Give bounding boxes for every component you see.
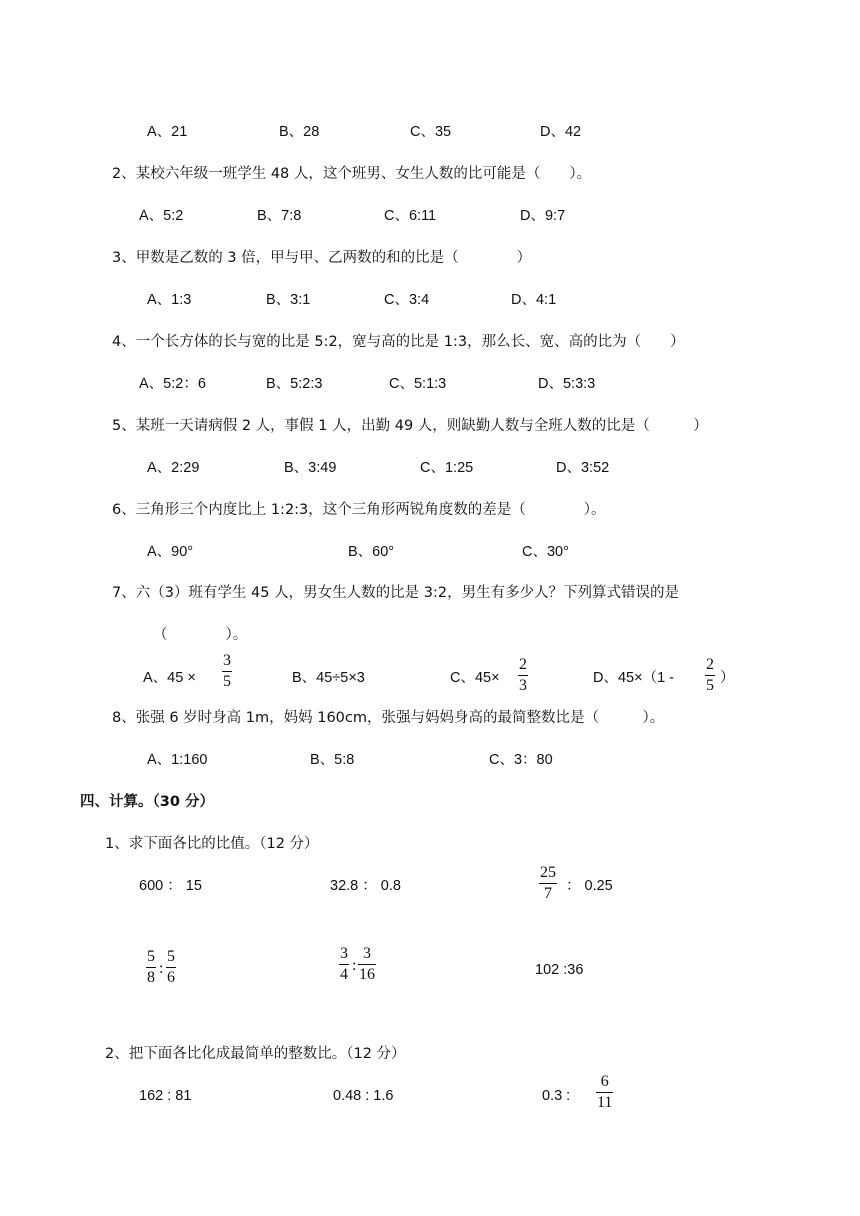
q5-option-c: C、1:25	[420, 460, 474, 476]
sub1-e4-denominator-2: 6	[167, 969, 175, 986]
sub2-expr-2: 0.48 : 1.6	[333, 1088, 394, 1104]
q3-option-b: B、3:1	[266, 292, 311, 308]
sub1-expr-4-colon: :	[159, 960, 164, 977]
sub1-e4-denominator-1: 8	[147, 969, 155, 986]
q3-option-c: C、3:4	[384, 292, 430, 308]
fraction-bar	[539, 883, 557, 884]
q7-option-d-prefix: D、45×（1 -	[593, 670, 674, 686]
q2-option-b: B、7:8	[257, 208, 302, 224]
fraction-bar	[358, 964, 376, 965]
q8-stem: 8、张强 6 岁时身高 1m，妈妈 160cm，张强与妈妈身高的最简整数比是（ ）。	[112, 710, 665, 726]
q7-option-a-prefix: A、45 ×	[143, 670, 196, 686]
fraction-bar	[705, 675, 715, 676]
sub1-e3-numerator: 25	[540, 864, 556, 881]
q5-option-d: D、3:52	[556, 460, 610, 476]
q2-stem: 2、某校六年级一班学生 48 人，这个班男、女生人数的比可能是（ ）。	[112, 166, 592, 182]
sub1-expr-5-fraction-left	[339, 945, 349, 984]
sub2-title: 2、把下面各比化成最简单的整数比。（12 分）	[105, 1046, 406, 1062]
q7-a-numerator: 3	[223, 652, 231, 669]
q1-option-c: C、35	[410, 124, 452, 140]
q8-option-a: A、1:160	[147, 752, 208, 768]
fraction-bar	[518, 675, 528, 676]
q7-c-numerator: 2	[519, 656, 527, 673]
q3-option-d: D、4:1	[511, 292, 557, 308]
sub1-expr-4-fraction-left	[146, 948, 156, 987]
sub1-e4-numerator-2: 5	[167, 948, 175, 965]
sub1-expr-5-fraction-right	[358, 945, 376, 984]
q8-option-b: B、5:8	[310, 752, 355, 768]
q7-option-d-fraction	[705, 656, 715, 695]
sub1-e5-denominator-1: 4	[340, 966, 348, 983]
sub2-expr-3: 0.3 :	[542, 1088, 571, 1104]
q7-option-c-fraction	[518, 656, 528, 695]
q8-option-c: C、3：80	[489, 752, 553, 768]
q7-d-denominator: 5	[706, 677, 714, 694]
q5-option-b: B、3:49	[284, 460, 337, 476]
sub1-expr-4-fraction-right	[166, 948, 176, 987]
q7-stem: 7、六（3）班有学生 45 人，男女生人数的比是 3:2，男生有多少人？下列算式错误的是	[112, 585, 680, 601]
sub1-e5-numerator-2: 3	[363, 945, 371, 962]
q5-option-a: A、2:29	[147, 460, 200, 476]
fraction-bar	[166, 967, 176, 968]
sub1-expr-3-fraction	[539, 864, 557, 903]
sub2-e3-numerator: 6	[600, 1073, 609, 1090]
sub2-expr-3-fraction	[596, 1073, 613, 1112]
fraction-bar	[222, 671, 232, 672]
sub2-e3-denominator: 11	[597, 1094, 613, 1111]
fraction-bar	[339, 964, 349, 965]
sub1-e3-denominator: 7	[544, 885, 552, 902]
fraction-bar	[146, 967, 156, 968]
q4-option-b: B、5:2:3	[266, 376, 323, 392]
q7-d-numerator: 2	[706, 656, 714, 673]
q3-option-a: A、1:3	[147, 292, 192, 308]
q2-option-a: A、5:2	[139, 208, 184, 224]
q4-option-d: D、5:3:3	[538, 376, 596, 392]
sub1-title: 1、求下面各比的比值。（12 分）	[105, 836, 319, 852]
q2-option-d: D、9:7	[520, 208, 566, 224]
q1-option-d: D、42	[540, 124, 582, 140]
sub1-expr-6: 102 :36	[535, 962, 584, 978]
q6-option-b: B、60°	[348, 544, 395, 560]
q1-option-a: A、21	[147, 124, 188, 140]
q7-option-b: B、45÷5×3	[292, 670, 365, 686]
sub2-expr-1: 162 : 81	[139, 1088, 192, 1104]
sub1-expr-5-colon: :	[352, 957, 357, 974]
q7-option-a-fraction	[222, 652, 232, 691]
q4-option-a: A、5:2：6	[139, 376, 206, 392]
fraction-bar	[596, 1092, 613, 1093]
q6-option-a: A、90°	[147, 544, 194, 560]
q3-stem: 3、甲数是乙数的 3 倍，甲与甲、乙两数的和的比是（ ）	[112, 250, 532, 266]
q6-option-c: C、30°	[522, 544, 569, 560]
q7-option-c-prefix: C、45×	[450, 670, 500, 686]
sub1-expr-1: 600 ： 15	[139, 878, 202, 894]
q6-stem: 6、三角形三个内度比上 1:2:3，这个三角形两锐角度数的差是（ ）。	[112, 502, 606, 518]
sub1-e5-denominator-2: 16	[359, 966, 375, 983]
sub1-e5-numerator-1: 3	[340, 945, 348, 962]
q2-option-c: C、6:11	[384, 208, 437, 224]
sub1-e4-numerator-1: 5	[147, 948, 155, 965]
q5-stem: 5、某班一天请病假 2 人，事假 1 人，出勤 49 人，则缺勤人数与全班人数的比是（ ）	[112, 418, 708, 434]
q4-option-c: C、5:1:3	[389, 376, 447, 392]
q7-c-denominator: 3	[519, 677, 527, 694]
q4-stem: 4、一个长方体的长与宽的比是 5:2，宽与高的比是 1:3，那么长、宽、高的比为（ ）	[112, 334, 685, 350]
q7-option-d-suffix: ）	[720, 670, 735, 686]
q7-a-denominator: 5	[223, 673, 231, 690]
sub1-expr-3-rest: ： 0.25	[566, 878, 613, 894]
section-four-title: 四、计算。（30 分）	[80, 794, 214, 810]
sub1-expr-2: 32.8 ： 0.8	[330, 878, 401, 894]
q1-option-b: B、28	[279, 124, 320, 140]
q7-stem-blank: （ ）。	[153, 627, 248, 643]
